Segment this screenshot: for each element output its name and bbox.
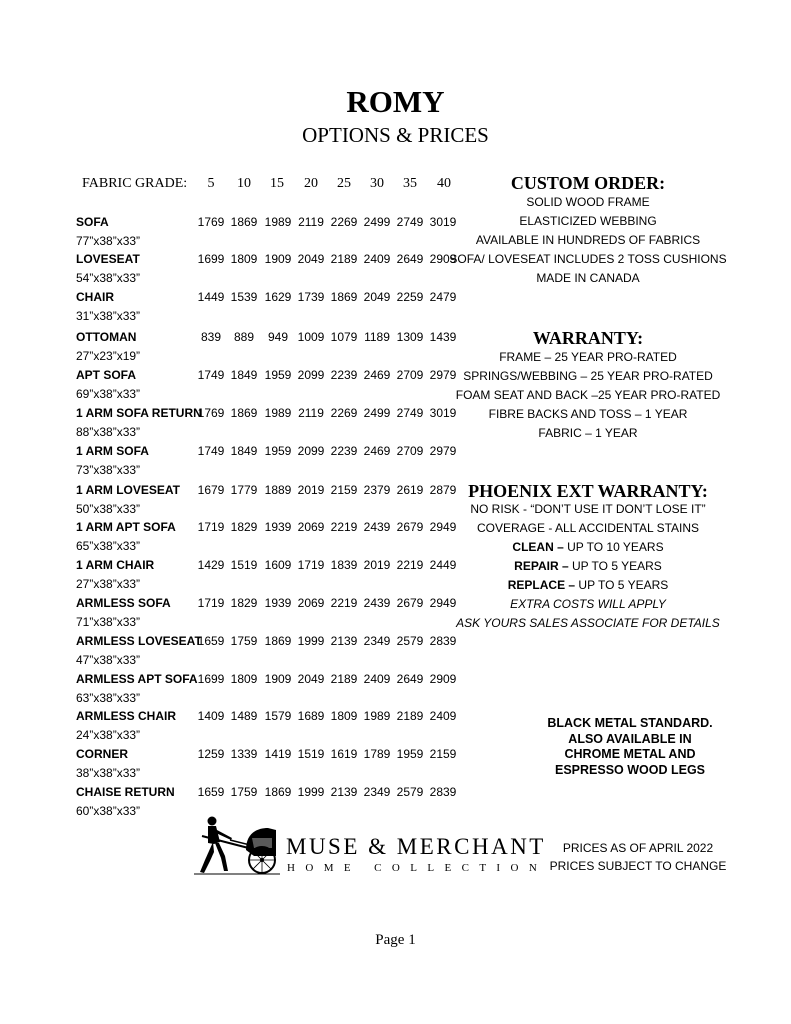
phoenix-heading: PHOENIX EXT WARRANTY: <box>468 481 708 501</box>
prices-subject-to-change: PRICES SUBJECT TO CHANGE <box>549 859 727 873</box>
price-cell: 2349 <box>363 634 391 648</box>
price-cell: 1989 <box>363 709 391 723</box>
price-cell: 2049 <box>297 672 325 686</box>
price-cell: 2049 <box>297 252 325 266</box>
price-cell: 2679 <box>396 596 424 610</box>
price-cell: 2469 <box>363 368 391 382</box>
price-cell: 2349 <box>363 785 391 799</box>
price-cell: 2879 <box>429 483 457 497</box>
phoenix-ask-associate: ASK YOURS SALES ASSOCIATE FOR DETAILS <box>456 616 720 630</box>
price-cell: 2069 <box>297 520 325 534</box>
legs-note-line: BLACK METAL STANDARD. <box>547 716 713 730</box>
product-name: 1 ARM APT SOFA <box>76 520 176 534</box>
product-name: 1 ARM SOFA <box>76 444 149 458</box>
price-cell: 1749 <box>197 368 225 382</box>
price-cell: 1839 <box>330 558 358 572</box>
product-name: 1 ARM LOVESEAT <box>76 483 181 497</box>
phoenix-coverage: COVERAGE - ALL ACCIDENTAL STAINS <box>476 521 700 535</box>
price-cell: 2119 <box>298 215 324 229</box>
phoenix-replace-value: UP TO 5 YEARS <box>575 578 669 592</box>
phoenix-no-risk: NO RISK - “DON’T USE IT DON’T LOSE IT” <box>470 502 706 516</box>
price-cell: 2069 <box>297 596 325 610</box>
price-cell: 1489 <box>230 709 258 723</box>
price-cell: 1749 <box>197 444 225 458</box>
warranty-line: FRAME – 25 YEAR PRO-RATED <box>499 350 677 364</box>
product-dimensions: 27”x38”x33” <box>76 577 141 591</box>
price-cell: 1789 <box>363 747 391 761</box>
price-cell: 1869 <box>264 785 292 799</box>
brand-subtitle: HOME COLLECTION <box>287 862 548 874</box>
price-cell: 1659 <box>197 634 225 648</box>
fabric-grade-value: 30 <box>370 176 384 191</box>
price-cell: 1809 <box>330 709 358 723</box>
price-cell: 2019 <box>297 483 325 497</box>
price-cell: 1699 <box>197 252 225 266</box>
prices-as-of: PRICES AS OF APRIL 2022 <box>562 841 714 855</box>
price-cell: 1939 <box>264 596 292 610</box>
price-cell: 2449 <box>429 558 457 572</box>
custom-order-line: AVAILABLE IN HUNDREDS OF FABRICS <box>475 233 701 247</box>
price-cell: 1759 <box>230 785 258 799</box>
phoenix-replace <box>448 578 728 592</box>
product-name: ARMLESS LOVESEAT <box>76 634 202 648</box>
price-cell: 2649 <box>396 252 424 266</box>
warranty-heading: WARRANTY: <box>532 328 644 348</box>
price-cell: 2379 <box>363 483 391 497</box>
price-cell: 949 <box>267 330 289 344</box>
price-cell: 2709 <box>396 368 424 382</box>
product-dimensions: 69”x38”x33” <box>76 387 141 401</box>
warranty-line: FIBRE BACKS AND TOSS – 1 YEAR <box>488 407 688 421</box>
price-cell: 2979 <box>429 368 457 382</box>
price-cell: 2269 <box>330 215 358 229</box>
price-cell: 1959 <box>264 368 292 382</box>
price-cell: 1999 <box>297 785 325 799</box>
price-cell: 2099 <box>297 444 325 458</box>
price-cell: 2139 <box>330 634 358 648</box>
price-cell: 2499 <box>363 406 391 420</box>
price-cell: 1999 <box>297 634 325 648</box>
price-cell: 2239 <box>330 444 358 458</box>
product-name: ARMLESS SOFA <box>76 596 171 610</box>
price-cell: 2409 <box>363 252 391 266</box>
product-name: 1 ARM CHAIR <box>76 558 155 572</box>
product-dimensions: 27”x23”x19” <box>76 349 141 363</box>
price-cell: 2439 <box>363 520 391 534</box>
price-cell: 1869 <box>230 215 258 229</box>
fabric-grade-value: 15 <box>270 176 284 191</box>
warranty-line: FOAM SEAT AND BACK –25 YEAR PRO-RATED <box>455 388 721 402</box>
price-cell: 2949 <box>429 596 457 610</box>
price-cell: 2909 <box>429 672 457 686</box>
brand-name: MUSE & MERCHANT <box>286 834 546 859</box>
price-cell: 1809 <box>230 252 258 266</box>
price-cell: 1719 <box>197 520 225 534</box>
price-cell: 2219 <box>330 596 358 610</box>
price-cell: 1889 <box>264 483 292 497</box>
product-dimensions: 88”x38”x33” <box>76 425 141 439</box>
price-cell: 1309 <box>396 330 424 344</box>
price-cell: 2219 <box>396 558 424 572</box>
price-cell: 2159 <box>429 747 457 761</box>
price-cell: 1259 <box>197 747 225 761</box>
price-cell: 2839 <box>429 785 457 799</box>
price-cell: 2139 <box>330 785 358 799</box>
product-name: ARMLESS CHAIR <box>76 709 177 723</box>
rickshaw-logo-icon <box>194 814 280 876</box>
product-name: ARMLESS APT SOFA <box>76 672 198 686</box>
price-cell: 1849 <box>230 444 258 458</box>
price-cell: 1939 <box>264 520 292 534</box>
price-cell: 2479 <box>429 290 457 304</box>
price-cell: 1719 <box>297 558 325 572</box>
price-cell: 3019 <box>429 215 457 229</box>
custom-order-line: ELASTICIZED WEBBING <box>519 214 657 228</box>
price-cell: 2189 <box>396 709 424 723</box>
price-cell: 2409 <box>363 672 391 686</box>
price-cell: 2099 <box>297 368 325 382</box>
price-cell: 1959 <box>396 747 424 761</box>
product-dimensions: 54”x38”x33” <box>76 271 141 285</box>
price-cell: 1849 <box>230 368 258 382</box>
price-cell: 1629 <box>264 290 292 304</box>
price-cell: 1679 <box>197 483 225 497</box>
price-cell: 1869 <box>264 634 292 648</box>
product-dimensions: 71”x38”x33” <box>76 615 141 629</box>
price-cell: 1579 <box>264 709 292 723</box>
price-cell: 1829 <box>230 596 258 610</box>
fabric-grade-value: 25 <box>337 176 351 191</box>
phoenix-repair-label: REPAIR – <box>514 559 569 573</box>
product-name: APT SOFA <box>76 368 137 382</box>
price-cell: 2259 <box>396 290 424 304</box>
custom-order-line: SOLID WOOD FRAME <box>526 195 650 209</box>
product-dimensions: 73”x38”x33” <box>76 463 141 477</box>
product-name: SOFA <box>76 215 109 229</box>
product-dimensions: 63”x38”x33” <box>76 691 141 705</box>
product-name: CHAIR <box>76 290 114 304</box>
price-cell: 1909 <box>264 672 292 686</box>
price-cell: 2749 <box>396 406 424 420</box>
product-dimensions: 24”x38”x33” <box>76 728 141 742</box>
price-cell: 1699 <box>197 672 225 686</box>
price-cell: 2909 <box>429 252 457 266</box>
price-cell: 1519 <box>297 747 325 761</box>
price-cell: 2409 <box>429 709 457 723</box>
price-cell: 2979 <box>429 444 457 458</box>
product-dimensions: 60”x38”x33” <box>76 804 141 818</box>
page-number: Page 1 <box>375 932 416 948</box>
price-cell: 1769 <box>197 215 225 229</box>
price-cell: 839 <box>200 330 222 344</box>
price-cell: 1449 <box>197 290 225 304</box>
product-name: 1 ARM SOFA RETURN <box>76 406 202 420</box>
price-cell: 2749 <box>396 215 424 229</box>
price-cell: 2049 <box>363 290 391 304</box>
price-cell: 1429 <box>197 558 225 572</box>
price-cell: 889 <box>233 330 255 344</box>
price-cell: 1909 <box>264 252 292 266</box>
phoenix-replace-label: REPLACE – <box>507 578 576 592</box>
custom-order-line: SOFA/ LOVESEAT INCLUDES 2 TOSS CUSHIONS <box>449 252 727 266</box>
fabric-grade-value: 35 <box>403 176 417 191</box>
phoenix-clean-value: UP TO 10 YEARS <box>563 540 664 554</box>
price-cell: 3019 <box>429 406 457 420</box>
price-cell: 1869 <box>230 406 258 420</box>
price-cell: 1339 <box>230 747 258 761</box>
price-cell: 1829 <box>230 520 258 534</box>
price-cell: 2219 <box>330 520 358 534</box>
price-cell: 1689 <box>297 709 325 723</box>
product-name: CORNER <box>76 747 129 761</box>
custom-order-line: MADE IN CANADA <box>536 271 640 285</box>
product-name: LOVESEAT <box>76 252 140 266</box>
phoenix-repair <box>448 559 728 573</box>
price-cell: 1419 <box>264 747 292 761</box>
product-dimensions: 65”x38”x33” <box>76 539 141 553</box>
phoenix-clean-label: CLEAN – <box>512 540 564 554</box>
price-cell: 2499 <box>363 215 391 229</box>
warranty-line: SPRINGS/WEBBING – 25 YEAR PRO-RATED <box>463 369 713 383</box>
legs-note-line: CHROME METAL AND <box>564 747 696 761</box>
page-subtitle: OPTIONS & PRICES <box>302 123 489 147</box>
price-cell: 2469 <box>363 444 391 458</box>
price-cell: 2619 <box>396 483 424 497</box>
price-cell: 2119 <box>298 406 324 420</box>
fabric-grade-value: 20 <box>304 176 318 191</box>
price-cell: 2839 <box>429 634 457 648</box>
price-cell: 2579 <box>396 634 424 648</box>
price-cell: 2709 <box>396 444 424 458</box>
price-cell: 1809 <box>230 672 258 686</box>
price-cell: 1519 <box>230 558 258 572</box>
price-cell: 2949 <box>429 520 457 534</box>
product-dimensions: 50”x38”x33” <box>76 502 141 516</box>
product-dimensions: 47”x38”x33” <box>76 653 141 667</box>
product-dimensions: 31”x38”x33” <box>76 309 141 323</box>
price-cell: 1779 <box>230 483 258 497</box>
product-name: CHAISE RETURN <box>76 785 175 799</box>
price-cell: 1739 <box>297 290 325 304</box>
price-cell: 1719 <box>197 596 225 610</box>
product-dimensions: 77”x38”x33” <box>76 234 141 248</box>
legs-note-line: ALSO AVAILABLE IN <box>568 731 692 746</box>
price-cell: 1659 <box>197 785 225 799</box>
price-cell: 1619 <box>330 747 358 761</box>
custom-order-heading: CUSTOM ORDER: <box>510 173 666 193</box>
price-cell: 1409 <box>197 709 225 723</box>
price-cell: 2649 <box>396 672 424 686</box>
price-cell: 2159 <box>330 483 358 497</box>
page-title: ROMY <box>346 84 445 119</box>
phoenix-clean <box>448 540 728 554</box>
price-cell: 1079 <box>330 330 358 344</box>
price-cell: 2189 <box>330 252 358 266</box>
price-cell: 1869 <box>330 290 358 304</box>
price-cell: 1959 <box>264 444 292 458</box>
price-cell: 1769 <box>197 406 225 420</box>
price-cell: 1539 <box>230 290 258 304</box>
product-dimensions: 38”x38”x33” <box>76 766 141 780</box>
price-cell: 1189 <box>364 330 390 344</box>
price-cell: 2239 <box>330 368 358 382</box>
price-cell: 1609 <box>264 558 292 572</box>
warranty-line: FABRIC – 1 YEAR <box>538 426 638 440</box>
price-cell: 1009 <box>297 330 325 344</box>
price-cell: 2189 <box>330 672 358 686</box>
price-cell: 1989 <box>264 215 292 229</box>
fabric-grade-value: 10 <box>237 176 251 191</box>
legs-note-line: ESPRESSO WOOD LEGS <box>554 762 706 777</box>
product-name: OTTOMAN <box>76 330 137 344</box>
price-cell: 2269 <box>330 406 358 420</box>
legs-note <box>520 716 740 778</box>
price-cell: 2439 <box>363 596 391 610</box>
fabric-grade-value: 40 <box>437 176 451 191</box>
price-cell: 1439 <box>429 330 457 344</box>
phoenix-repair-value: UP TO 5 YEARS <box>568 559 662 573</box>
fabric-grade-label: FABRIC GRADE: <box>82 176 188 191</box>
price-cell: 1989 <box>264 406 292 420</box>
price-cell: 2679 <box>396 520 424 534</box>
price-cell: 2019 <box>363 558 391 572</box>
fabric-grade-value: 5 <box>207 176 215 191</box>
phoenix-extra-costs: EXTRA COSTS WILL APPLY <box>510 597 666 611</box>
price-cell: 2579 <box>396 785 424 799</box>
price-cell: 1759 <box>230 634 258 648</box>
